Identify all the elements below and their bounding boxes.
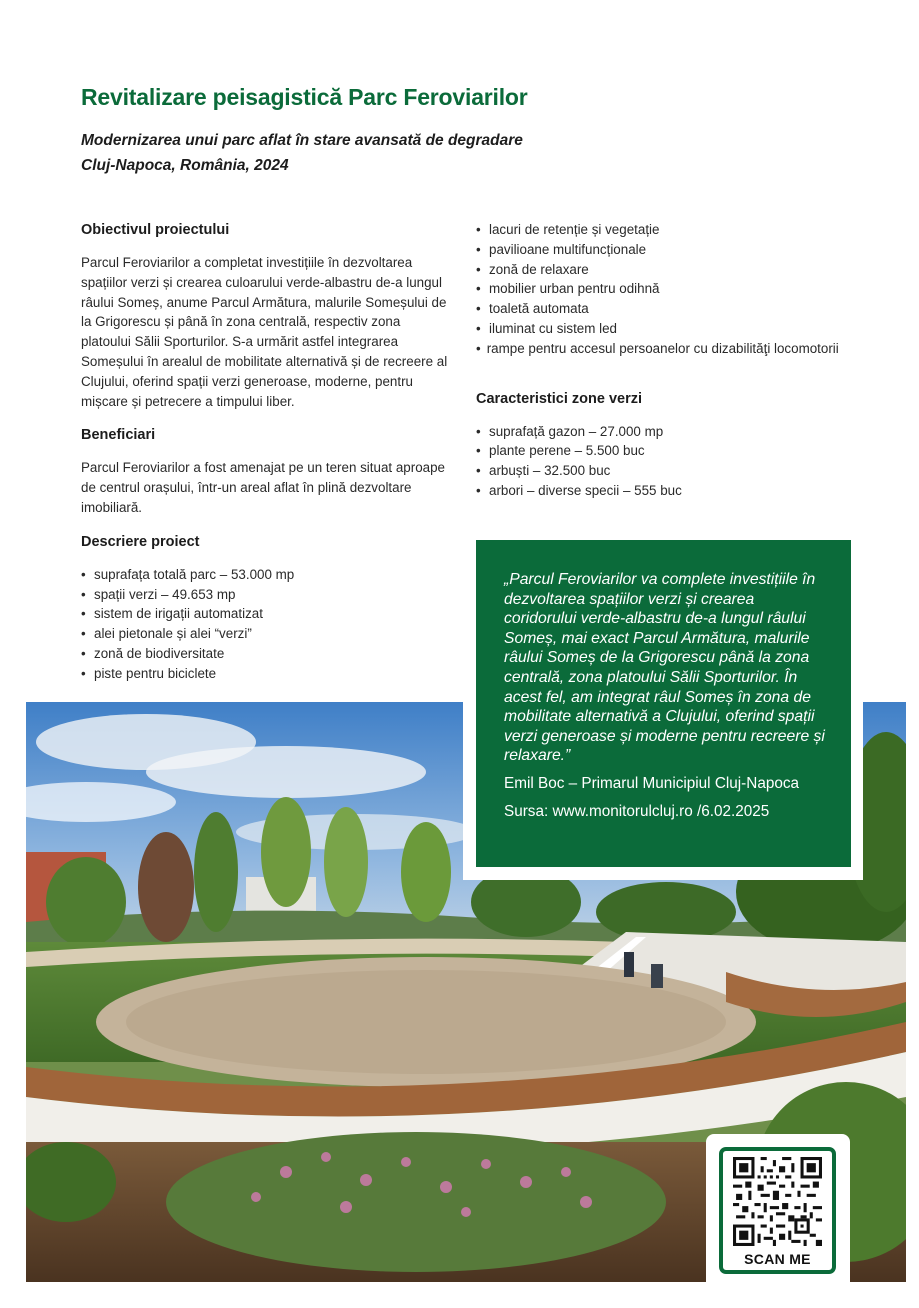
green-areas-list <box>476 422 856 501</box>
qr-code-frame[interactable] <box>719 1147 836 1274</box>
list-item: • zonă de relaxare <box>476 260 856 280</box>
subtitle-line-1: Modernizarea unui parc aflat în stare avansată de degradare <box>81 132 523 149</box>
list-item: • suprafața totală parc – 53.000 mp <box>81 565 451 585</box>
author-name: Emil Boc <box>504 774 565 792</box>
right-column <box>476 220 856 515</box>
list-item: • arbori – diverse specii – 555 buc <box>476 481 856 501</box>
beneficiaries-heading: Beneficiari <box>81 427 156 444</box>
page-subtitle <box>81 128 523 178</box>
list-item: • piste pentru biciclete <box>81 664 451 684</box>
list-item: • suprafață gazon – 27.000 mp <box>476 422 856 442</box>
author-role: – Primarul Municipiul Cluj-Napoca <box>564 774 799 792</box>
features-list <box>476 220 856 359</box>
list-item: • plante perene – 5.500 buc <box>476 441 856 461</box>
left-column <box>81 220 451 698</box>
list-item: • lacuri de retenție și vegetație <box>476 220 856 240</box>
subtitle-line-2: Cluj-Napoca, România, 2024 <box>81 157 289 174</box>
beneficiaries-text: Parcul Feroviarilor a fost amenajat pe un teren situat aproape de centrul orașului, într-un areal aflat în plină dezvoltare imobiliară. <box>81 460 445 515</box>
list-item: • iluminat cu sistem led <box>476 319 856 339</box>
list-item: • spații verzi – 49.653 mp <box>81 585 451 605</box>
quote-box <box>476 540 851 867</box>
list-item: • pavilioane multifuncționale <box>476 240 856 260</box>
list-item: • alei pietonale și alei “verzi” <box>81 624 451 644</box>
page-title: Revitalizare peisagistică Parc Feroviarilor <box>81 84 528 110</box>
description-list <box>81 565 451 684</box>
objective-heading: Obiectivul proiectului <box>81 222 230 238</box>
quote-text: „Parcul Feroviarilor va complete investițiile în dezvoltarea spațiilor verzi și crearea coridorului verde-albastru de-a lungul râului Someș, mai exact Parcul Armătura, malurile râului Someș de la Grigorescu până la zona centrală, zona platoului Sălii Sporturilor. În acest fel, am integrat râul Someș în zona de mobilitate alternativă a Clujului, oferind spații verzi generoase și moderne pentru recreere și relaxare.” <box>504 571 825 765</box>
quote-author <box>504 774 827 794</box>
quote-source <box>504 802 827 822</box>
list-item: • zonă de biodiversitate <box>81 644 451 664</box>
list-item: • mobilier urban pentru odihnă <box>476 279 856 299</box>
qr-code-icon <box>733 1157 822 1246</box>
list-item: • arbuști – 32.500 buc <box>476 461 856 481</box>
list-item: • sistem de irigații automatizat <box>81 604 451 624</box>
description-heading: Descriere proiect <box>81 533 200 550</box>
list-item: • rampe pentru accesul persoanelor cu dizabilităţi locomotorii <box>476 339 856 359</box>
green-areas-heading: Caracteristici zone verzi <box>476 390 643 407</box>
source-value: www.monitorulcluj.ro /6.02.2025 <box>548 802 770 820</box>
qr-scan-label: SCAN ME <box>744 1251 811 1267</box>
objective-text: Parcul Feroviarilor a completat investițiile în dezvoltarea spațiilor verzi și crearea culoarului verde-albastru de-a lungul râului Someș, anume Parcul Armătura, malurile Someșului de la Grigorescu și până în zona centrală, respectiv zona platoului Sălii Sporturilor. S-a urmărit astfel integrarea Someșului în arealul de mobilitate alternativă și de recreere al Clujului, oferind spații verzi generoase, moderne, pentru mișcare și petrecere a timpului liber. <box>81 255 448 409</box>
list-item: • toaletă automata <box>476 299 856 319</box>
source-label: Sursa: <box>504 802 549 820</box>
